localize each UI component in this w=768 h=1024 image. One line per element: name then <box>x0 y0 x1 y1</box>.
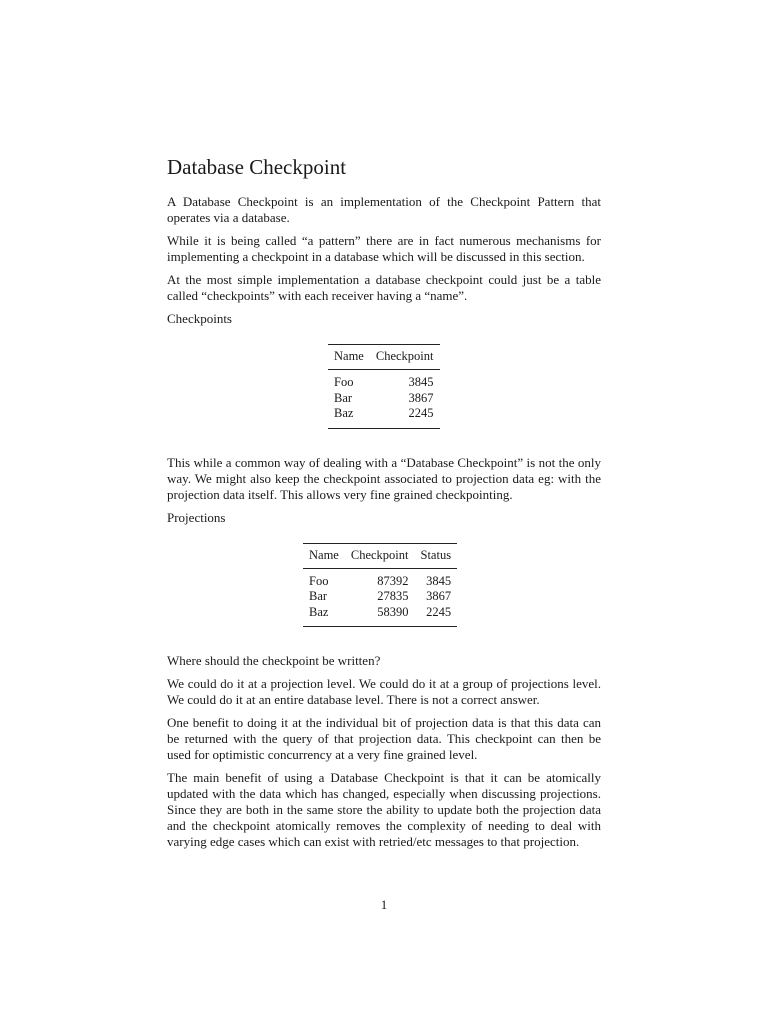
column-header-name: Name <box>328 345 370 370</box>
section-title: Database Checkpoint <box>167 155 347 179</box>
cell-status: 3845 <box>426 573 452 588</box>
paragraph-question: Where should the checkpoint be written? <box>167 653 381 669</box>
cell-status: 2245 <box>426 604 452 619</box>
cell-name: Foo <box>334 375 354 390</box>
cell-name: Foo <box>309 573 329 588</box>
paragraph-main-benefit: The main benefit of using a Database Checkpoint is that it can be atomically updated with the data which has changed, especially when discussing projections. Since they are both in the same store the ability to update both the projection data and the checkpoint atomically removes the complexity of needing to deal with varying edge cases which can exist with retried/etc messages to that projection. <box>167 770 601 850</box>
table-header-row <box>303 543 457 568</box>
page-number: 1 <box>380 897 388 912</box>
table-row <box>303 605 457 627</box>
paragraph-benefit: One benefit to doing it at the individual bit of projection data is that this data can be returned with the query of that projection data. This checkpoint can then be used for optimistic concurrency at a very fine grained level. <box>167 715 601 763</box>
table-row <box>303 589 457 605</box>
paragraph-pattern: While it is being called “a pattern” there are in fact numerous mechanisms for implementing a checkpoint in a database which will be discussed in this section. <box>167 233 601 265</box>
cell-checkpoint: 58390 <box>377 604 409 619</box>
projections-table <box>303 543 457 628</box>
table-row <box>328 391 440 407</box>
paragraph-alternative: This while a common way of dealing with a “Database Checkpoint” is not the only way. We might also keep the checkpoint associated to projection data eg: with the projection data itself. This allows very fine grained checkpointing. <box>167 454 601 502</box>
cell-name: Bar <box>334 390 353 405</box>
paragraph-levels: We could do it at a projection level. We could do it at a group of projections level. We could do it at an entire database level. There is not a correct answer. <box>167 676 601 708</box>
cell-name: Baz <box>334 406 354 421</box>
table-row <box>328 406 440 428</box>
table-row <box>303 568 457 589</box>
page-content <box>167 154 601 857</box>
cell-status: 3867 <box>426 589 452 604</box>
table-row <box>328 370 440 391</box>
cell-checkpoint: 87392 <box>377 573 409 588</box>
cell-checkpoint: 3867 <box>408 390 434 405</box>
column-header-checkpoint: Checkpoint <box>345 543 415 568</box>
cell-checkpoint: 3845 <box>408 375 434 390</box>
cell-name: Baz <box>309 604 329 619</box>
column-header-name: Name <box>303 543 345 568</box>
paragraph-definition: A Database Checkpoint is an implementation of the Checkpoint Pattern that operates via a database. <box>167 194 601 226</box>
cell-checkpoint: 2245 <box>408 406 434 421</box>
checkpoints-label: Checkpoints <box>167 311 232 327</box>
projections-label: Projections <box>167 509 226 525</box>
column-header-status: Status <box>415 543 458 568</box>
cell-checkpoint: 27835 <box>377 589 409 604</box>
column-header-checkpoint: Checkpoint <box>370 345 440 370</box>
checkpoints-table <box>328 344 440 429</box>
cell-name: Bar <box>309 589 328 604</box>
paragraph-simple-implementation: At the most simple implementation a database checkpoint could just be a table called “checkpoints” with each receiver having a “name”. <box>167 272 601 304</box>
table-header-row <box>328 345 440 370</box>
